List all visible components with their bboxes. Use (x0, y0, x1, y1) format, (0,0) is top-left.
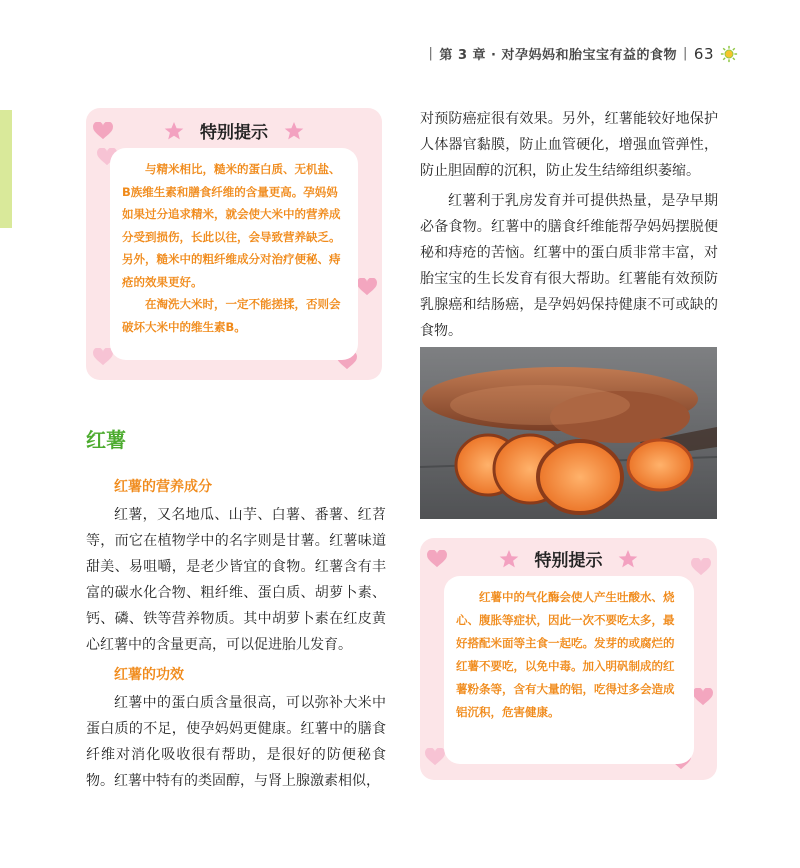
subheading-effect: 红薯的功效 (114, 667, 184, 683)
sun-icon (720, 45, 738, 63)
star-icon (164, 121, 184, 141)
sweet-potato-photo (420, 347, 717, 519)
sweet-potato-illustration (420, 347, 717, 519)
side-color-strip (0, 110, 12, 228)
tip-box-sweet-potato (420, 538, 717, 780)
tip-paragraph: 红薯中的气化酶会使人产生吐酸水、烧心、腹胀等症状，因此一次不要吃太多，最好搭配米面等主食一起吃。发芽的或腐烂的红薯不要吃，以免中毒。加入明矾制成的红薯粉条等，含有大量的铝，吃得过多会造成铝沉积，危害健康。 (456, 590, 675, 719)
star-icon (284, 121, 304, 141)
body-paragraph: 对预防癌症很有效果。另外，红薯能较好地保护人体器官黏膜，防止血管硬化，增强血管弹性，防止胆固醇的沉积，防止发生结缔组织萎缩。 (420, 111, 718, 179)
tip-content (110, 148, 358, 360)
tip-content (444, 576, 694, 764)
star-icon (499, 549, 519, 569)
tip-box-rice (86, 108, 382, 380)
section-title: 红薯 (86, 428, 126, 452)
body-paragraph: 红薯中的蛋白质含量很高，可以弥补大米中蛋白质的不足，使孕妈妈更健康。红薯中的膳食纤维对消化吸收很有帮助，是很好的防便秘食物。红薯中特有的类固醇，与肾上腺激素相似， (86, 695, 386, 789)
subheading-nutrition: 红薯的营养成分 (114, 479, 212, 495)
divider: | (428, 46, 434, 61)
divider: | (683, 46, 688, 61)
left-column (86, 474, 386, 794)
heart-icon (692, 688, 714, 706)
tip-title: 特别提示 (200, 123, 268, 143)
tip-paragraph: 与精米相比，糙米的蛋白质、无机盐、B族维生素和膳食纤维的含量更高。孕妈妈如果过分追求精米，就会使大米中的营养成分受到损伤，长此以往，会导致营养缺乏。另外，糙米中的粗纤维成分对治疗便秘、痔疮的效果更好。 (122, 162, 341, 289)
body-paragraph: 红薯，又名地瓜、山芋、白薯、番薯、红苕等，而它在植物学中的名字则是甘薯。红薯味道甜美、易咀嚼，是老少皆宜的食物。红薯含有丰富的碳水化合物、粗纤维、蛋白质、胡萝卜素、钙、磷、铁等营养物质。其中胡萝卜素在红皮黄心红薯中的含量更高，可以促进胎儿发育。 (86, 507, 386, 653)
star-icon (618, 549, 638, 569)
right-column (420, 106, 718, 344)
tip-title-row (420, 546, 717, 571)
running-head (429, 44, 738, 63)
body-paragraph: 红薯利于乳房发育并可提供热量，是孕早期必备食物。红薯中的膳食纤维能帮孕妈妈摆脱便秘和痔疮的苦恼。红薯中的蛋白质非常丰富，对胎宝宝的生长发育有很大帮助。红薯能有效预防乳腺癌和结肠癌，是孕妈妈保持健康不可或缺的食物。 (420, 193, 718, 339)
chapter-title: 第 3 章 · 对孕妈妈和胎宝宝有益的食物 (439, 48, 678, 63)
heart-icon (356, 278, 378, 296)
page-number: 63 (693, 44, 714, 63)
tip-title-row (86, 118, 382, 143)
tip-title: 特别提示 (534, 551, 603, 571)
tip-paragraph: 在淘洗大米时，一定不能搓揉，否则会破坏大米中的维生素B。 (122, 297, 341, 334)
heart-icon (424, 748, 446, 766)
